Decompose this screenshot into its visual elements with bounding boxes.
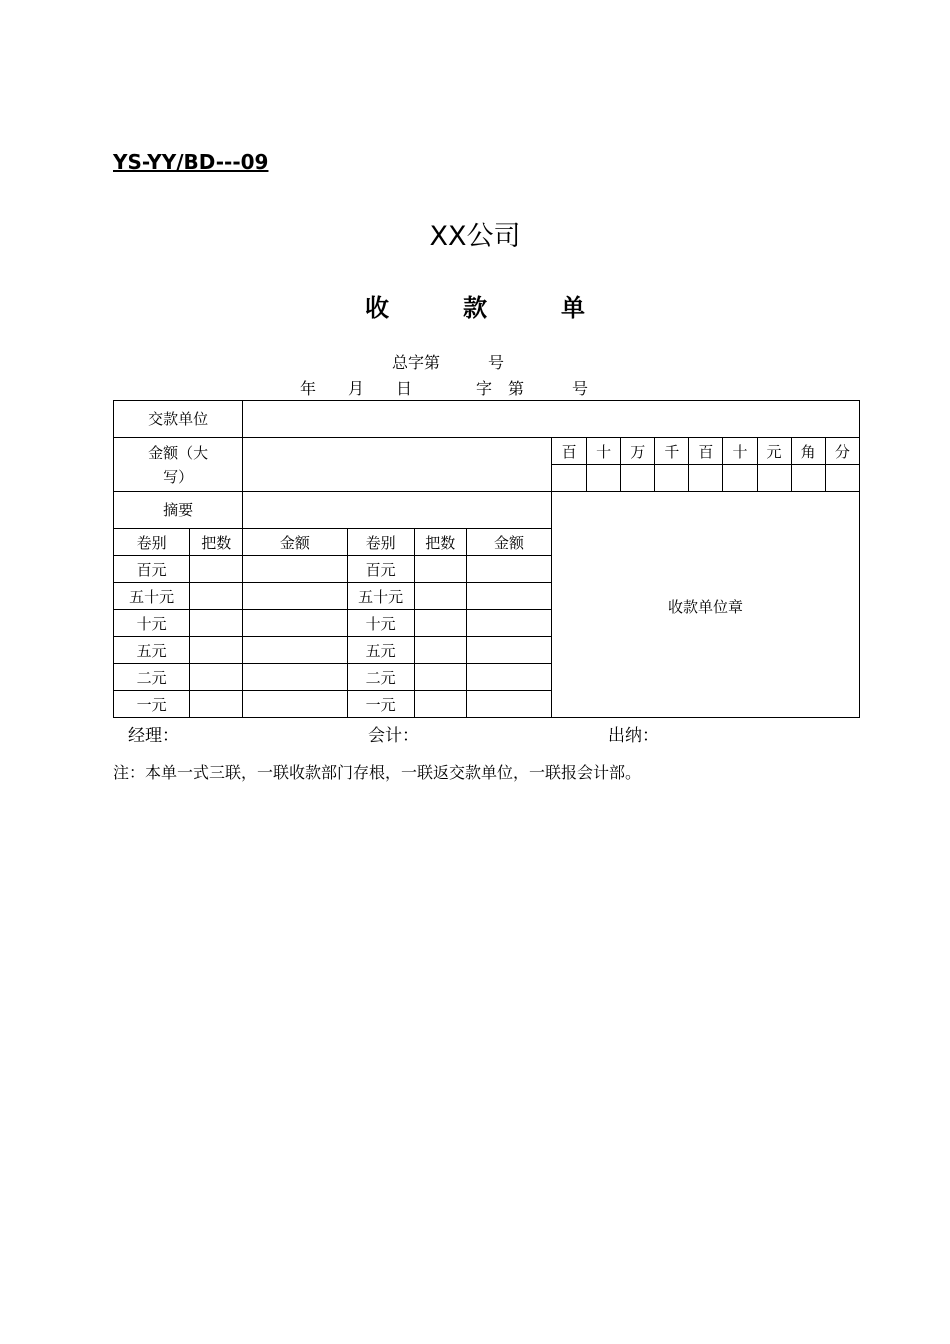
- denomination-label: 五元: [347, 637, 414, 664]
- form-title-char: 收: [365, 294, 389, 322]
- amount-words-field[interactable]: [243, 438, 552, 492]
- cashier-signature-label: 出纳：: [608, 726, 659, 746]
- form-title: [0, 288, 950, 323]
- bundle-count-cell[interactable]: [414, 556, 466, 583]
- bundle-count-cell[interactable]: [190, 583, 243, 610]
- bundle-count-cell[interactable]: [414, 664, 466, 691]
- total-serial-line: 总字第 号: [392, 353, 505, 372]
- bundle-count-cell[interactable]: [414, 637, 466, 664]
- denomination-label: 五十元: [114, 583, 190, 610]
- digit-unit: 十: [587, 438, 621, 465]
- digit-unit: 元: [757, 438, 791, 465]
- denom-header: 卷别: [347, 529, 414, 556]
- digit-unit: 千: [655, 438, 689, 465]
- footnote: 注：本单一式三联，一联收款部门存根，一联返交款单位，一联报会计部。: [113, 763, 642, 782]
- denom-amount-cell[interactable]: [243, 583, 347, 610]
- digit-cell[interactable]: [825, 465, 859, 492]
- receipt-form-table: [113, 400, 860, 718]
- digit-cell[interactable]: [621, 465, 655, 492]
- denomination-label: 十元: [114, 610, 190, 637]
- digit-cell[interactable]: [587, 465, 621, 492]
- denomination-label: 百元: [114, 556, 190, 583]
- denom-header: 金额: [243, 529, 347, 556]
- digit-unit: 百: [552, 438, 587, 465]
- denom-amount-cell[interactable]: [243, 556, 347, 583]
- digit-cell[interactable]: [552, 465, 587, 492]
- digit-unit: 十: [723, 438, 757, 465]
- denom-amount-cell[interactable]: [466, 691, 551, 718]
- digit-unit: 万: [621, 438, 655, 465]
- bundle-count-cell[interactable]: [414, 583, 466, 610]
- digit-unit: 分: [825, 438, 859, 465]
- bundle-count-cell[interactable]: [414, 691, 466, 718]
- denom-amount-cell[interactable]: [466, 556, 551, 583]
- date-serial-line: 年 月 日 字 第 号: [300, 379, 589, 398]
- digit-cell[interactable]: [757, 465, 791, 492]
- denomination-label: 五十元: [347, 583, 414, 610]
- form-title-char: 款: [463, 294, 487, 322]
- denomination-label: 百元: [347, 556, 414, 583]
- payer-label: 交款单位: [114, 401, 243, 438]
- denom-amount-cell[interactable]: [466, 583, 551, 610]
- bundle-count-cell[interactable]: [414, 610, 466, 637]
- bundle-count-cell[interactable]: [190, 637, 243, 664]
- denomination-label: 五元: [114, 637, 190, 664]
- amount-label-line1: 金额（大: [148, 443, 209, 462]
- company-title: XX公司: [429, 221, 521, 252]
- denom-amount-cell[interactable]: [466, 610, 551, 637]
- denomination-label: 二元: [347, 664, 414, 691]
- digit-cell[interactable]: [791, 465, 825, 492]
- amount-label: [114, 438, 243, 492]
- digit-cell[interactable]: [723, 465, 757, 492]
- denomination-label: 一元: [114, 691, 190, 718]
- digit-cell[interactable]: [655, 465, 689, 492]
- denom-amount-cell[interactable]: [243, 691, 347, 718]
- accountant-signature-label: 会计：: [368, 726, 419, 746]
- receiving-unit-seal-area: 收款单位章: [552, 492, 860, 718]
- denom-header: 卷别: [114, 529, 190, 556]
- digit-unit: 角: [791, 438, 825, 465]
- form-title-char: 单: [561, 294, 585, 322]
- bundle-count-cell[interactable]: [190, 691, 243, 718]
- payer-field[interactable]: [243, 401, 860, 438]
- manager-signature-label: 经理：: [128, 726, 179, 746]
- denom-amount-cell[interactable]: [243, 664, 347, 691]
- denom-header: 金额: [466, 529, 551, 556]
- denom-amount-cell[interactable]: [243, 610, 347, 637]
- bundle-count-cell[interactable]: [190, 664, 243, 691]
- denomination-label: 一元: [347, 691, 414, 718]
- summary-label: 摘要: [114, 492, 243, 529]
- bundle-count-cell[interactable]: [190, 556, 243, 583]
- denom-header: 把数: [190, 529, 243, 556]
- denomination-label: 二元: [114, 664, 190, 691]
- denom-header: 把数: [414, 529, 466, 556]
- denom-amount-cell[interactable]: [466, 637, 551, 664]
- amount-label-line2: 写）: [163, 467, 194, 486]
- digit-unit: 百: [689, 438, 723, 465]
- summary-field[interactable]: [243, 492, 552, 529]
- document-code: YS-YY/BD---09: [113, 150, 269, 174]
- denomination-label: 十元: [347, 610, 414, 637]
- denom-amount-cell[interactable]: [466, 664, 551, 691]
- bundle-count-cell[interactable]: [190, 610, 243, 637]
- digit-cell[interactable]: [689, 465, 723, 492]
- denom-amount-cell[interactable]: [243, 637, 347, 664]
